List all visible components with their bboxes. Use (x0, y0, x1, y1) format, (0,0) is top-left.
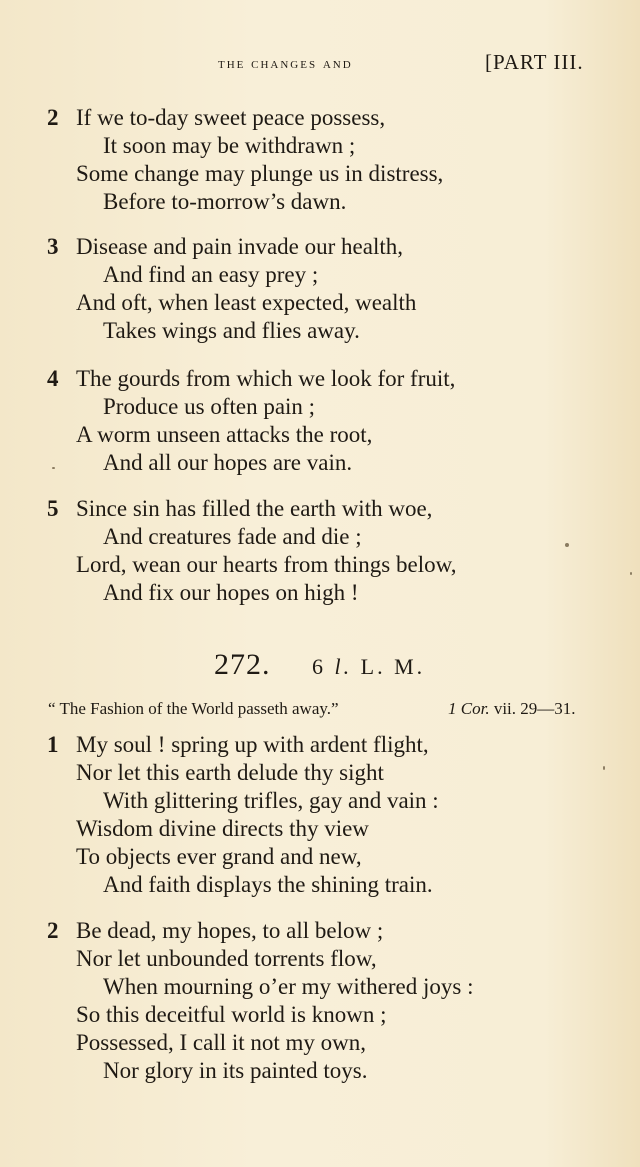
epigraph-text: “ The Fashion of the World passeth away.” (48, 699, 339, 718)
speck (565, 543, 569, 547)
part-label: [PART III. (485, 50, 584, 74)
stanza-number: 2 (47, 105, 59, 130)
verse-line: Produce us often pain ; (103, 394, 316, 419)
verse-line: Wisdom divine directs thy view (76, 816, 369, 841)
verse-line: And faith displays the shining train. (103, 872, 433, 897)
verse-line: A worm unseen attacks the root, (76, 422, 373, 447)
verse-line: Disease and pain invade our health, (76, 234, 403, 259)
verse-line: If we to-day sweet peace possess, (76, 105, 386, 130)
meter-count: 6 (312, 654, 326, 679)
verse-line: When mourning o’er my withered joys : (103, 974, 474, 999)
hymn-heading (0, 648, 640, 684)
reference-verses: vii. 29—31. (493, 699, 576, 718)
verse-line: Before to-morrow’s dawn. (103, 189, 347, 214)
verse-line: My soul ! spring up with ardent flight, (76, 732, 429, 757)
verse-line: It soon may be withdrawn ; (103, 133, 356, 158)
stanza-number: 4 (47, 366, 59, 391)
verse-line: Nor let this earth delude thy sight (76, 760, 384, 785)
verse-line: To objects ever grand and new, (76, 844, 362, 869)
verse-line: So this deceitful world is known ; (76, 1002, 387, 1027)
verse-line: Possessed, I call it not my own, (76, 1030, 367, 1055)
hymn-number: 272. (214, 648, 271, 681)
stanza-number: 1 (47, 732, 59, 757)
speck (603, 766, 605, 770)
verse-line: And all our hopes are vain. (103, 450, 353, 475)
hymn-meter (312, 654, 425, 680)
meter-l: l. (334, 654, 353, 679)
meter-type: L. M. (360, 654, 426, 679)
verse-line: Since sin has filled the earth with woe, (76, 496, 433, 521)
verse-line: And find an easy prey ; (103, 262, 319, 287)
epigraph (48, 698, 576, 720)
verse-line: And fix our hopes on high ! (103, 580, 359, 605)
stanza-number: 2 (47, 918, 59, 943)
verse-line: Some change may plunge us in distress, (76, 161, 444, 186)
verse-line: Lord, wean our hearts from things below, (76, 552, 457, 577)
reference-book: 1 Cor. (448, 699, 490, 718)
verse-line: Takes wings and flies away. (103, 318, 360, 343)
page-header (0, 50, 640, 80)
running-title: the changes and (218, 56, 353, 72)
stanza-number: 3 (47, 234, 59, 259)
verse-line: Be dead, my hopes, to all below ; (76, 918, 384, 943)
verse-line: Nor glory in its painted toys. (103, 1058, 368, 1083)
speck (52, 467, 55, 469)
stanza-number: 5 (47, 496, 59, 521)
verse-line: And creatures fade and die ; (103, 524, 362, 549)
scripture-reference (448, 698, 576, 720)
verse-line: The gourds from which we look for fruit, (76, 366, 456, 391)
verse-line: With glittering trifles, gay and vain : (103, 788, 439, 813)
verse-line: And oft, when least expected, wealth (76, 290, 417, 315)
verse-line: Nor let unbounded torrents flow, (76, 946, 377, 971)
speck (630, 572, 632, 575)
